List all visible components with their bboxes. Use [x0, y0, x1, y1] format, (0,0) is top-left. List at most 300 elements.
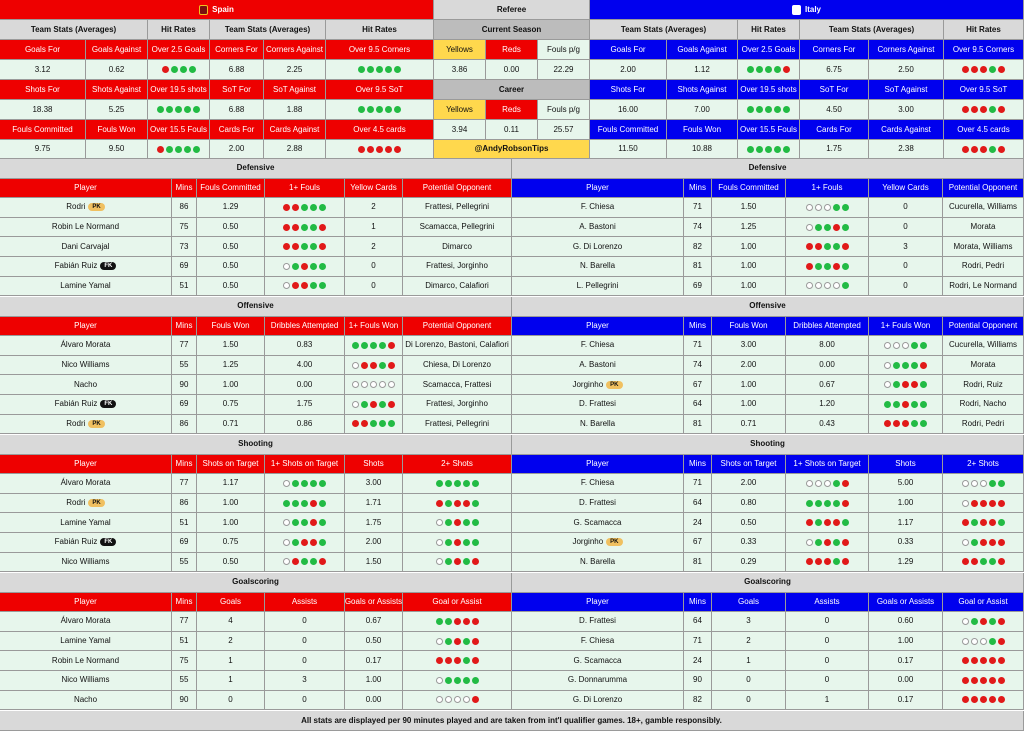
italy_team-title: Hit Rates — [944, 20, 1024, 40]
italy-table-cell: 0.33 — [712, 533, 786, 553]
italy-player-cell — [512, 198, 684, 218]
spain_team-stat-label: Corners For — [210, 40, 264, 60]
spain-player-cell — [0, 651, 172, 671]
italy_team-stat-value — [738, 140, 800, 159]
italy-table-cell — [943, 651, 1024, 671]
spain-column-header: Potential Opponent — [403, 317, 512, 337]
empty-dot — [962, 638, 969, 645]
italy-table-cell — [943, 494, 1024, 514]
spain-table-cell: 0.00 — [265, 375, 345, 395]
spain-column-header: 1+ Fouls — [265, 179, 345, 199]
spain-column-header: 1+ Shots on Target — [265, 455, 345, 475]
italy_team-stat-value: 2.38 — [869, 140, 944, 159]
spain-table-cell: Scamacca, Frattesi — [403, 375, 512, 395]
hit-dot — [445, 558, 452, 565]
free-kick-taker-badge: FK — [100, 262, 116, 270]
spain-table-cell: 1.00 — [197, 494, 265, 514]
empty-dot — [445, 696, 452, 703]
hit-dot — [175, 106, 182, 113]
spain-player-cell — [0, 395, 172, 415]
italy-table-cell — [943, 632, 1024, 652]
spain-table-cell: 90 — [172, 375, 197, 395]
spain-table-cell: 86 — [172, 494, 197, 514]
italy-table-cell: Morata — [943, 218, 1024, 238]
player-name: G. Di Lorenzo — [572, 694, 623, 704]
spain-table-cell: 1.17 — [197, 474, 265, 494]
player-name: A. Bastoni — [579, 222, 616, 232]
miss-dot — [998, 638, 1005, 645]
spain-table-cell: 3 — [265, 671, 345, 691]
miss-dot — [920, 362, 927, 369]
miss-dot — [301, 263, 308, 270]
referee-career-value: 3.94 — [434, 120, 486, 140]
italy-table-cell — [943, 671, 1024, 691]
italy-table-cell: 0.60 — [869, 612, 943, 632]
italy-table-cell: 2.00 — [712, 356, 786, 376]
empty-dot — [806, 539, 813, 546]
italy-table-cell: Rodri, Nacho — [943, 395, 1024, 415]
spain_team-stat-value: 2.88 — [264, 140, 326, 159]
hit-dot — [902, 362, 909, 369]
spain-table-cell — [403, 671, 512, 691]
spain-table-cell: 0.83 — [265, 336, 345, 356]
empty-dot — [824, 282, 831, 289]
miss-dot — [971, 66, 978, 73]
italy-table-cell: 64 — [684, 395, 712, 415]
miss-dot — [292, 243, 299, 250]
italy_team-stat-label: Fouls Committed — [590, 120, 667, 140]
hit-dot — [911, 401, 918, 408]
italy-player-cell — [512, 415, 684, 435]
empty-dot — [902, 342, 909, 349]
hit-dot — [463, 638, 470, 645]
hit-dot — [388, 420, 395, 427]
spain-table-cell: 0 — [345, 257, 403, 277]
italy-table-cell — [786, 513, 869, 533]
miss-dot — [998, 657, 1005, 664]
spain-table-cell: 75 — [172, 218, 197, 238]
italy-table-cell: 24 — [684, 513, 712, 533]
hit-dot — [765, 106, 772, 113]
italy-table-cell: 0 — [712, 691, 786, 711]
spain-table-cell: 90 — [172, 691, 197, 711]
miss-dot — [358, 146, 365, 153]
spain-column-header: Mins — [172, 179, 197, 199]
italy-table-cell: 1.00 — [712, 257, 786, 277]
spain-table-cell: Chiesa, Di Lorenzo — [403, 356, 512, 376]
miss-dot — [980, 696, 987, 703]
spain-table-cell — [403, 513, 512, 533]
player-name: Robin Le Normand — [51, 222, 120, 232]
hit-dot — [472, 539, 479, 546]
empty-dot — [962, 618, 969, 625]
free-kick-taker-badge: FK — [100, 400, 116, 408]
italy-column-header: Potential Opponent — [943, 179, 1024, 199]
player-name: F. Chiesa — [580, 340, 615, 350]
player-name: Fabián Ruiz — [54, 261, 98, 271]
hit-dot — [454, 677, 461, 684]
miss-dot — [292, 224, 299, 231]
italy-table-cell: 0.67 — [786, 375, 869, 395]
miss-dot — [962, 519, 969, 526]
hit-dot — [180, 66, 187, 73]
hit-dot — [189, 66, 196, 73]
hit-dot — [472, 480, 479, 487]
italy_team-stat-value — [944, 60, 1024, 80]
hit-dot — [436, 480, 443, 487]
spain-table-cell: 69 — [172, 395, 197, 415]
italy_team-stat-label: Fouls Won — [667, 120, 738, 140]
hit-dot — [920, 401, 927, 408]
spain-banner — [0, 0, 434, 20]
player-name: Álvaro Morata — [60, 340, 111, 350]
italy-table-cell: Rodri, Pedri — [943, 257, 1024, 277]
player-name: Dani Carvajal — [61, 241, 110, 251]
spain-table-cell — [265, 533, 345, 553]
italy-table-cell: 82 — [684, 237, 712, 257]
italy_team-stat-label: Cards Against — [869, 120, 944, 140]
player-name: A. Bastoni — [579, 360, 616, 370]
empty-dot — [833, 282, 840, 289]
spain-table-cell: 0.71 — [197, 415, 265, 435]
italy-table-cell: Rodri, Le Normand — [943, 277, 1024, 297]
miss-dot — [998, 66, 1005, 73]
miss-dot — [361, 420, 368, 427]
italy-table-cell: 1.00 — [712, 375, 786, 395]
italy_team-stat-value — [944, 140, 1024, 159]
empty-dot — [370, 381, 377, 388]
spain-table-cell: 69 — [172, 257, 197, 277]
spain-column-header: 2+ Shots — [403, 455, 512, 475]
referee-current-value: 0.00 — [486, 60, 538, 80]
miss-dot — [833, 224, 840, 231]
spain_team-title: Team Stats (Averages) — [210, 20, 326, 40]
italy-column-header: Assists — [786, 593, 869, 613]
italy_team-stat-label: Over 19.5 shots — [738, 80, 800, 100]
spain_team-stat-value: 6.88 — [210, 60, 264, 80]
spain_team-stat-value: 0.62 — [86, 60, 148, 80]
empty-dot — [980, 480, 987, 487]
spain-column-header: Player — [0, 593, 172, 613]
italy_team-stat-value: 4.50 — [800, 100, 869, 120]
italy-table-cell: 0 — [786, 671, 869, 691]
italy_team-stat-label: Corners For — [800, 40, 869, 60]
miss-dot — [998, 558, 1005, 565]
hit-dot — [352, 342, 359, 349]
miss-dot — [893, 420, 900, 427]
player-name: Nico Williams — [61, 360, 110, 370]
italy-table-cell — [786, 553, 869, 573]
miss-dot — [783, 66, 790, 73]
hit-dot — [747, 66, 754, 73]
spain-table-cell: 0.75 — [197, 533, 265, 553]
hit-dot — [893, 381, 900, 388]
italy-column-header: Shots — [869, 455, 943, 475]
italy-table-cell: 74 — [684, 356, 712, 376]
italy_team-stat-value: 10.88 — [667, 140, 738, 159]
hit-dot — [911, 420, 918, 427]
hit-dot — [379, 401, 386, 408]
spain-table-cell: 0.50 — [197, 218, 265, 238]
hit-dot — [319, 480, 326, 487]
hit-dot — [166, 106, 173, 113]
italy-column-header: 1+ Fouls — [786, 179, 869, 199]
player-name: Robin Le Normand — [51, 655, 120, 665]
empty-dot — [806, 480, 813, 487]
spain-column-header: Yellow Cards — [345, 179, 403, 199]
italy-player-cell — [512, 612, 684, 632]
italy_team-stat-label: Goals Against — [667, 40, 738, 60]
player-name: Rodri — [66, 202, 86, 212]
italy-table-cell: 0 — [712, 671, 786, 691]
hit-dot — [301, 500, 308, 507]
spain_team-stat-value — [148, 140, 210, 159]
italy-table-cell: 0.17 — [869, 691, 943, 711]
italy-title: Italy — [804, 4, 821, 14]
miss-dot — [436, 500, 443, 507]
spain_team-stat-label: Cards Against — [264, 120, 326, 140]
italy-table-cell: 1.00 — [712, 277, 786, 297]
player-name: Rodri — [66, 498, 86, 508]
hit-dot — [920, 420, 927, 427]
italy_team-title: Hit Rates — [738, 20, 800, 40]
hit-dot — [292, 519, 299, 526]
hit-dot — [385, 106, 392, 113]
miss-dot — [980, 500, 987, 507]
empty-dot — [463, 696, 470, 703]
player-name: Fabián Ruiz — [54, 537, 98, 547]
italy_team-title: Team Stats (Averages) — [800, 20, 944, 40]
hit-dot — [774, 66, 781, 73]
hit-dot — [370, 420, 377, 427]
hit-dot — [301, 519, 308, 526]
italy-table-cell — [943, 513, 1024, 533]
italy-table-cell: 64 — [684, 612, 712, 632]
spain_team-stat-value: 9.75 — [0, 140, 86, 159]
hit-dot — [824, 500, 831, 507]
hit-dot — [806, 500, 813, 507]
hit-dot — [815, 500, 822, 507]
italy-player-cell — [512, 533, 684, 553]
italy-table-cell: 0.80 — [712, 494, 786, 514]
empty-dot — [884, 381, 891, 388]
italy-table-cell: 0.33 — [869, 533, 943, 553]
hit-dot — [747, 106, 754, 113]
miss-dot — [971, 657, 978, 664]
italy-table-cell: 2.00 — [712, 474, 786, 494]
italy_team-stat-label: Corners Against — [869, 40, 944, 60]
empty-dot — [436, 677, 443, 684]
empty-dot — [361, 381, 368, 388]
miss-dot — [319, 243, 326, 250]
player-name: Nacho — [73, 694, 98, 704]
italy-table-cell — [869, 336, 943, 356]
hit-dot — [301, 243, 308, 250]
hit-dot — [319, 263, 326, 270]
empty-dot — [962, 539, 969, 546]
italy-table-cell: 90 — [684, 671, 712, 691]
spain-table-cell: 0.86 — [265, 415, 345, 435]
italy-table-cell — [786, 533, 869, 553]
italy_team-stat-label: Cards For — [800, 120, 869, 140]
empty-dot — [283, 558, 290, 565]
miss-dot — [962, 66, 969, 73]
spain_team-stat-value — [326, 140, 434, 159]
spain-player-cell — [0, 375, 172, 395]
miss-dot — [902, 381, 909, 388]
spain-table-cell: 4.00 — [265, 356, 345, 376]
spain-table-cell — [403, 651, 512, 671]
miss-dot — [998, 618, 1005, 625]
spain-column-header: Goals — [197, 593, 265, 613]
hit-dot — [310, 263, 317, 270]
hit-dot — [833, 558, 840, 565]
spain-table-cell: 55 — [172, 553, 197, 573]
spain-table-cell: 86 — [172, 198, 197, 218]
hit-dot — [765, 66, 772, 73]
penalty-taker-badge: PK — [88, 203, 104, 211]
hit-dot — [171, 66, 178, 73]
miss-dot — [842, 480, 849, 487]
spain-table-cell: 0 — [265, 612, 345, 632]
miss-dot — [806, 243, 813, 250]
hit-dot — [175, 146, 182, 153]
hit-dot — [379, 342, 386, 349]
spain-player-cell — [0, 277, 172, 297]
miss-dot — [454, 638, 461, 645]
italy-player-cell — [512, 494, 684, 514]
spain-player-cell — [0, 218, 172, 238]
spain-table-cell: 1.75 — [345, 513, 403, 533]
empty-dot — [893, 342, 900, 349]
spain-table-cell: 0.17 — [345, 651, 403, 671]
italy-column-header: 2+ Shots — [943, 455, 1024, 475]
spain-column-header: Shots — [345, 455, 403, 475]
miss-dot — [980, 618, 987, 625]
italy-column-header: Mins — [684, 317, 712, 337]
hit-dot — [319, 539, 326, 546]
spain-table-cell: 0.67 — [345, 612, 403, 632]
spain-table-cell: 4 — [197, 612, 265, 632]
italy-player-cell — [512, 237, 684, 257]
italy-column-header: Shots on Target — [712, 455, 786, 475]
hit-dot — [379, 420, 386, 427]
italy-column-header: Yellow Cards — [869, 179, 943, 199]
miss-dot — [310, 500, 317, 507]
italy_team-stat-value: 2.00 — [590, 60, 667, 80]
section-title-spain: Shooting — [0, 435, 512, 455]
hit-dot — [301, 480, 308, 487]
miss-dot — [833, 519, 840, 526]
hit-dot — [310, 558, 317, 565]
spain-column-header: Player — [0, 455, 172, 475]
spain_team-stat-label: SoT For — [210, 80, 264, 100]
empty-dot — [815, 204, 822, 211]
miss-dot — [842, 558, 849, 565]
miss-dot — [385, 146, 392, 153]
hit-dot — [166, 146, 173, 153]
empty-dot — [352, 362, 359, 369]
spain_team-stat-value: 2.25 — [264, 60, 326, 80]
hit-dot — [824, 243, 831, 250]
italy-table-cell: 69 — [684, 277, 712, 297]
spain_team-title: Team Stats (Averages) — [0, 20, 148, 40]
miss-dot — [971, 500, 978, 507]
empty-dot — [283, 539, 290, 546]
italy_team-stat-value: 11.50 — [590, 140, 667, 159]
hit-dot — [319, 204, 326, 211]
italy-column-header: Player — [512, 179, 684, 199]
spain-table-cell — [403, 494, 512, 514]
penalty-taker-badge: PK — [606, 381, 622, 389]
italy-table-cell: 1.00 — [869, 494, 943, 514]
italy-table-cell: 0.29 — [712, 553, 786, 573]
hit-dot — [971, 539, 978, 546]
italy-table-cell: Rodri, Ruiz — [943, 375, 1024, 395]
italy-table-cell — [869, 375, 943, 395]
italy-table-cell — [786, 277, 869, 297]
empty-dot — [806, 204, 813, 211]
spain-table-cell — [403, 691, 512, 711]
miss-dot — [980, 519, 987, 526]
italy-column-header: Dribbles Attempted — [786, 317, 869, 337]
miss-dot — [998, 106, 1005, 113]
italy_team-stat-value — [944, 100, 1024, 120]
hit-dot — [193, 106, 200, 113]
spain-column-header: Fouls Committed — [197, 179, 265, 199]
italy-player-cell — [512, 257, 684, 277]
hit-dot — [756, 66, 763, 73]
italy-table-cell: 1.00 — [869, 632, 943, 652]
miss-dot — [394, 146, 401, 153]
hit-dot — [367, 106, 374, 113]
italy-table-cell: 0.43 — [786, 415, 869, 435]
spain-table-cell: 1.00 — [345, 671, 403, 691]
hit-dot — [436, 618, 443, 625]
italy-table-cell: 0 — [869, 218, 943, 238]
italy-column-header: Goals — [712, 593, 786, 613]
spain_team-stat-value: 1.88 — [264, 100, 326, 120]
referee-label: Reds — [486, 40, 538, 60]
spain-column-header: Goal or Assist — [403, 593, 512, 613]
italy-table-cell: 1.17 — [869, 513, 943, 533]
miss-dot — [980, 146, 987, 153]
spain_team-stat-label: Over 19.5 shots — [148, 80, 210, 100]
italy-table-cell — [786, 218, 869, 238]
hit-dot — [472, 677, 479, 684]
empty-dot — [454, 696, 461, 703]
hit-dot — [756, 106, 763, 113]
spain-table-cell: 1.00 — [197, 375, 265, 395]
hit-dot — [989, 558, 996, 565]
hit-dot — [157, 106, 164, 113]
italy-table-cell: 1.00 — [712, 237, 786, 257]
miss-dot — [454, 657, 461, 664]
spain-player-cell — [0, 612, 172, 632]
referee-label: Yellows — [434, 100, 486, 120]
miss-dot — [388, 362, 395, 369]
referee-current-title: Current Season — [434, 20, 590, 40]
spain-player-cell — [0, 671, 172, 691]
italy-table-cell: 0 — [786, 651, 869, 671]
empty-dot — [283, 519, 290, 526]
miss-dot — [980, 539, 987, 546]
miss-dot — [962, 558, 969, 565]
hit-dot — [361, 401, 368, 408]
spain_team-stat-label: Fouls Won — [86, 120, 148, 140]
empty-dot — [436, 558, 443, 565]
miss-dot — [962, 146, 969, 153]
